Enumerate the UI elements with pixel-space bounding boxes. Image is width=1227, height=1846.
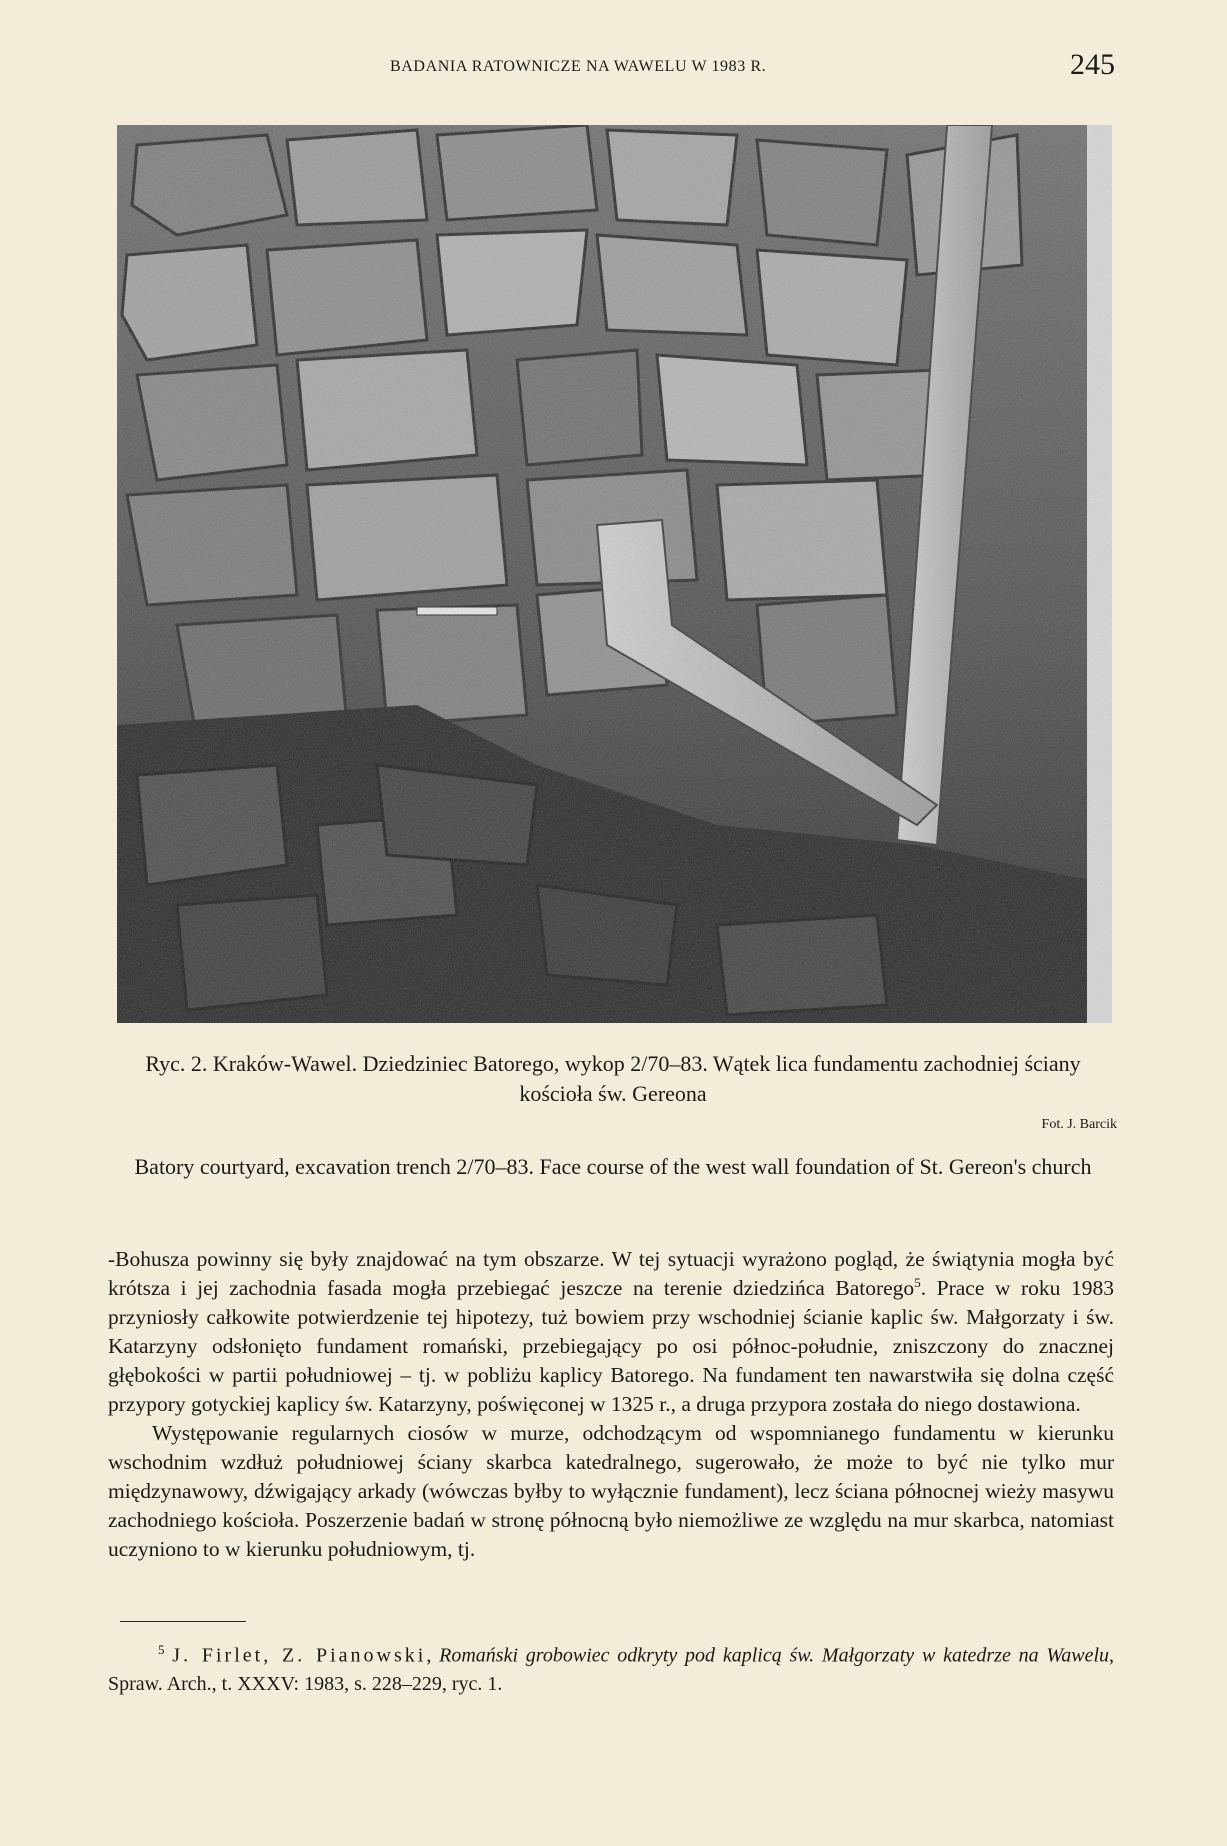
figure-caption-polish: Ryc. 2. Kraków-Wawel. Dziedziniec Batorego, wykop 2/70–83. Wątek lica fundamentu zachodniej ściany kościoła św. Gereona (145, 1051, 1081, 1106)
footnote-title: Romański grobowiec odkryty pod kaplicą św. Małgorzaty w katedrze na Wawelu (439, 1644, 1110, 1667)
paragraph-2: Występowanie regularnych ciosów w murze, odchodzącym od wspomnianego fundamentu w kierunku wschodnim wzdłuż południowej ściany skarbca katedralnego, sugerowało, że może to być nie tylko mur międzynawowy, dźwigający arkady (wówczas byłby to wyłącznie fundament), lecz ściana północnej wieży masywu zachodniego kościoła. Poszerzenie badań w stronę północną było niemożliwe ze względu na mur skarbca, natomiast uczyniono to w kierunku południowym, tj. (108, 1421, 1114, 1561)
body-text (108, 1245, 1114, 1564)
excavation-photo (117, 125, 1112, 1023)
paragraph-1 (108, 1245, 1114, 1419)
paragraph-1-part-a: -Bohusza powinny się były znajdować na tym obszarze. W tej sytuacji wyrażono pogląd, że świątynia mogła być krótsza i jej zachodnia fasada mogła przebiegać jeszcze na terenie dziedzińca Batorego (108, 1247, 1114, 1300)
footnote-authors: J. Firlet, Z. Pianowski (172, 1644, 427, 1667)
page-number: 245 (1070, 48, 1115, 81)
running-head (0, 48, 1227, 86)
footnote-number: 5 (158, 1642, 165, 1657)
footnote: $^5$ J. Firlet, Z. Pianowski, Romański grobowiec odkryty pod kaplicą św. Małgorzaty w katedrze na Wawelu, Spraw. Arch., t. XXXV: 1983, s. 228–229, ryc. 1. (108, 1642, 1115, 1695)
running-title: BADANIA RATOWNICZE NA WAWELU W 1983 R. (390, 58, 767, 75)
photo-credit: Fot. J. Barcik (1041, 1117, 1117, 1132)
paragraph-1-part-b: . Prace w roku 1983 przyniosły całkowite potwierdzenie tej hipotezy, tuż bowiem przy wschodniej ścianie kaplic św. Małgorzaty i św. Katarzyny odsłonięto fundament romański, przebiegający po osi północ-południe, zniszczony do znacznej głębokości w partii południowej – tj. w pobliżu kaplicy Batorego. Na fundament ten nawarstwiła się dolna część przypory gotyckiej kaplicy św. Katarzyny, poświęconej w 1325 r., a druga przypora została do niego dostawiona. (108, 1276, 1114, 1416)
excavation-photo-image (117, 125, 1112, 1023)
footnote-rest: , Spraw. Arch., t. XXXV: 1983, s. 228–229, ryc. 1. (108, 1644, 1115, 1695)
footnote-reference: 5 (914, 1274, 921, 1290)
figure-caption-english: Batory courtyard, excavation trench 2/70–83. Face course of the west wall foundation of St. Gereon's church (134, 1154, 1092, 1179)
footnote-rule (120, 1621, 246, 1622)
